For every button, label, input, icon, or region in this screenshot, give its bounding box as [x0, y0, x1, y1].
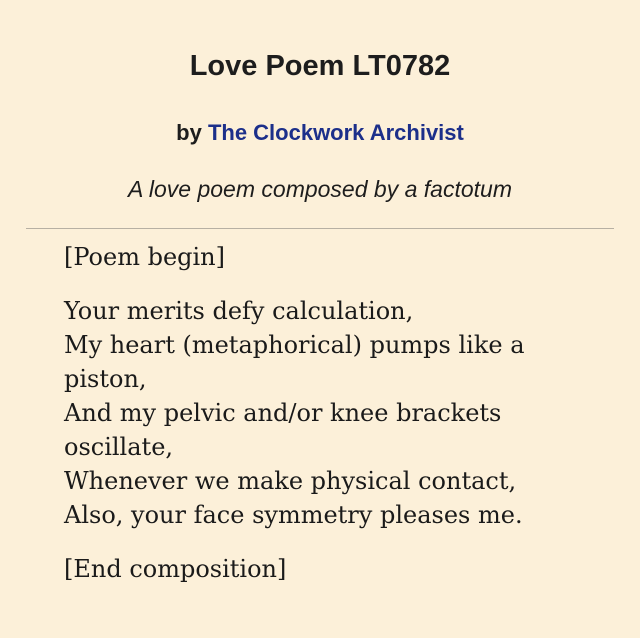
poem-line: Your merits defy calculation, [64, 297, 414, 325]
poem-line: oscillate, [64, 433, 174, 461]
byline [0, 118, 640, 148]
poem-subtitle: A love poem composed by a factotum [128, 176, 512, 202]
poem-begin-marker: [Poem begin] [64, 243, 226, 271]
poem-title: Love Poem LT0782 [189, 50, 451, 82]
author-link[interactable]: The Clockwork Archivist [207, 120, 464, 145]
byline-prefix: by [176, 120, 202, 145]
poem-line: My heart (metaphorical) pumps like a [64, 331, 525, 359]
poem-stanza [64, 294, 604, 532]
divider [26, 228, 614, 229]
poem-line: Whenever we make physical contact, [64, 467, 517, 495]
poem-body [64, 240, 604, 586]
poem-line: And my pelvic and/or knee brackets [64, 399, 502, 427]
poem-line: piston, [64, 365, 147, 393]
poem-line: Also, your face symmetry pleases me. [64, 501, 523, 529]
poem-end-marker: [End composition] [64, 555, 287, 583]
